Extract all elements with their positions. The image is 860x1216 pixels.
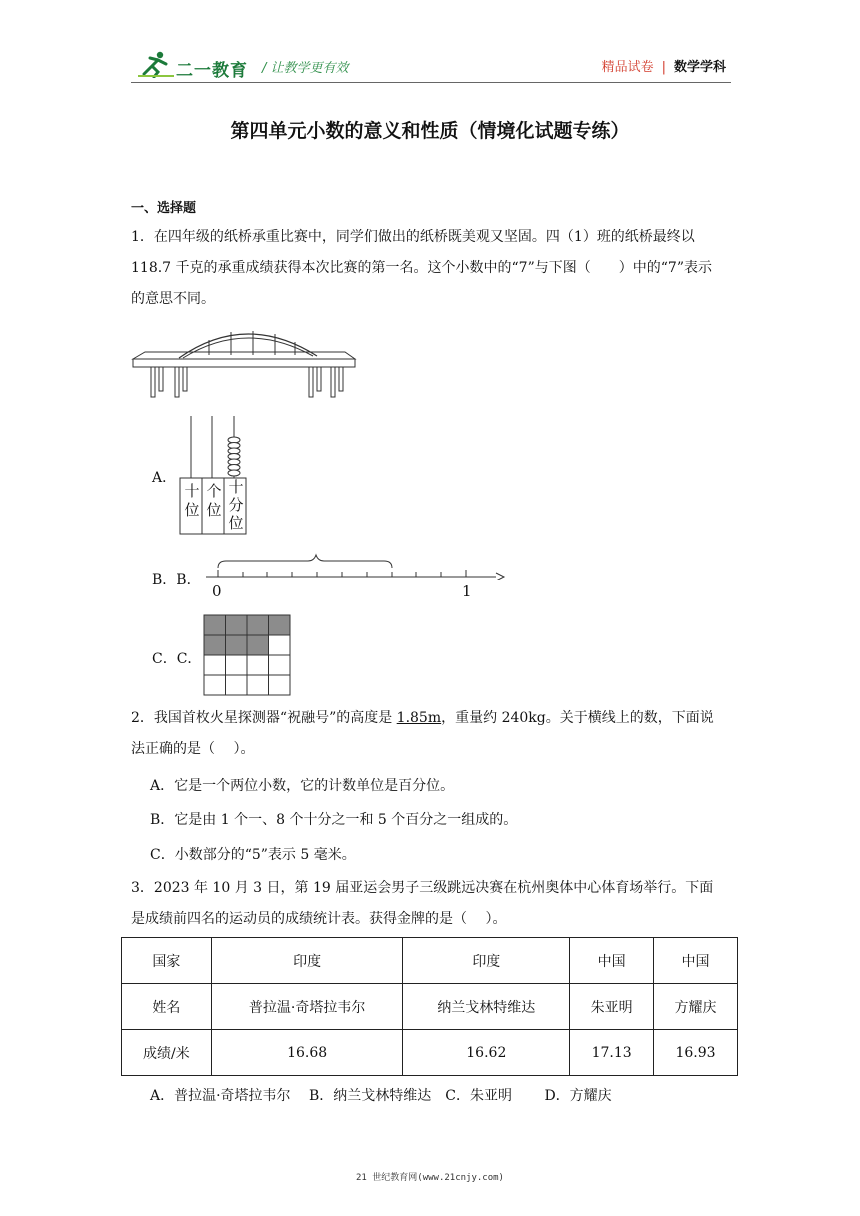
table-row <box>122 1030 738 1076</box>
table-cell: 成绩/米 <box>122 1030 212 1076</box>
underlined-number: 1.85m <box>396 710 442 726</box>
option-c-label: C．C． <box>152 651 202 667</box>
number-line-diagram <box>200 550 506 580</box>
table-cell: 中国 <box>570 938 654 984</box>
runner-logo-icon <box>136 50 176 78</box>
table-cell: 16.62 <box>403 1030 570 1076</box>
abacus-label-ones: 个 位 <box>206 482 222 519</box>
paper-bridge-illustration <box>131 323 357 399</box>
table-cell: 印度 <box>403 938 570 984</box>
question-3-text <box>131 873 735 935</box>
table-cell: 中国 <box>654 938 738 984</box>
option-a-label: A． <box>152 470 177 486</box>
abacus-label-tens: 十 位 <box>184 482 200 519</box>
page-title: 第四单元小数的意义和性质（情境化试题专练） <box>230 120 630 142</box>
table-cell: 姓名 <box>122 984 212 1030</box>
header-separator: | <box>661 60 666 75</box>
header-divider <box>131 82 731 83</box>
table-cell: 普拉温·奇塔拉韦尔 <box>211 984 403 1030</box>
table-cell: 16.93 <box>654 1030 738 1076</box>
question-1-text <box>131 222 735 315</box>
abacus-label-tenths: 十 分 位 <box>228 478 244 532</box>
table-row <box>122 984 738 1030</box>
section-heading: 一、选择题 <box>131 201 197 216</box>
number-line-start: 0 <box>212 582 222 600</box>
table-cell: 纳兰戈林特维达 <box>403 984 570 1030</box>
table-cell: 17.13 <box>570 1030 654 1076</box>
number-line-end: 1 <box>462 582 472 600</box>
table-cell: 国家 <box>122 938 212 984</box>
table-cell: 方耀庆 <box>654 984 738 1030</box>
table-row <box>122 938 738 984</box>
table-cell: 16.68 <box>211 1030 403 1076</box>
question-2-option-a: A．它是一个两位小数，它的计数单位是百分位。 <box>150 778 455 794</box>
question-3-line: 3．2023 年 10 月 3 日，第 19 届亚运会男子三级跳远决赛在杭州奥体中心体育场举行。下面 <box>131 880 714 896</box>
table-cell: 朱亚明 <box>570 984 654 1030</box>
results-table <box>121 937 738 1076</box>
question-2-line: 2．我国首枚火星探测器“祝融号”的高度是 1.85m，重量约 240kg。关于横线上的数，下面说 <box>131 710 714 726</box>
question-2-option-c: C．小数部分的“5”表示 5 毫米。 <box>150 847 356 863</box>
header-tag: 精品试卷 <box>601 60 654 75</box>
question-1-line: 1．在四年级的纸桥承重比赛中，同学们做出的纸桥既美观又坚固。四（1）班的纸桥最终以 <box>131 229 695 245</box>
option-b-label: B．B． <box>152 572 201 588</box>
question-2-text <box>131 703 735 765</box>
question-1-line: 118.7 千克的承重成绩获得本次比赛的第一名。这个小数中的“7”与下图（ ）中的“7”表示 <box>131 260 712 276</box>
question-2-option-b: B．它是由 1 个一、8 个十分之一和 5 个百分之一组成的。 <box>150 812 518 828</box>
shaded-grid-diagram <box>203 614 291 696</box>
header-subject: 数学学科 <box>673 60 726 75</box>
question-3-line: 是成绩前四名的运动员的成绩统计表。获得金牌的是（ ）。 <box>131 911 507 927</box>
brand-slogan: / 让教学更有效 <box>262 61 349 76</box>
question-2-line: 法正确的是（ ）。 <box>131 741 255 757</box>
brand-logo-text: 二一教育 <box>176 61 248 81</box>
question-1-line: 的意思不同。 <box>131 291 215 307</box>
question-3-options: A．普拉温·奇塔拉韦尔 B．纳兰戈林特维达 C．朱亚明 D．方耀庆 <box>150 1088 612 1104</box>
page-footer: 21 世纪教育网(www.21cnjy.com) <box>356 1173 504 1183</box>
table-cell: 印度 <box>211 938 403 984</box>
header-right <box>602 56 726 75</box>
